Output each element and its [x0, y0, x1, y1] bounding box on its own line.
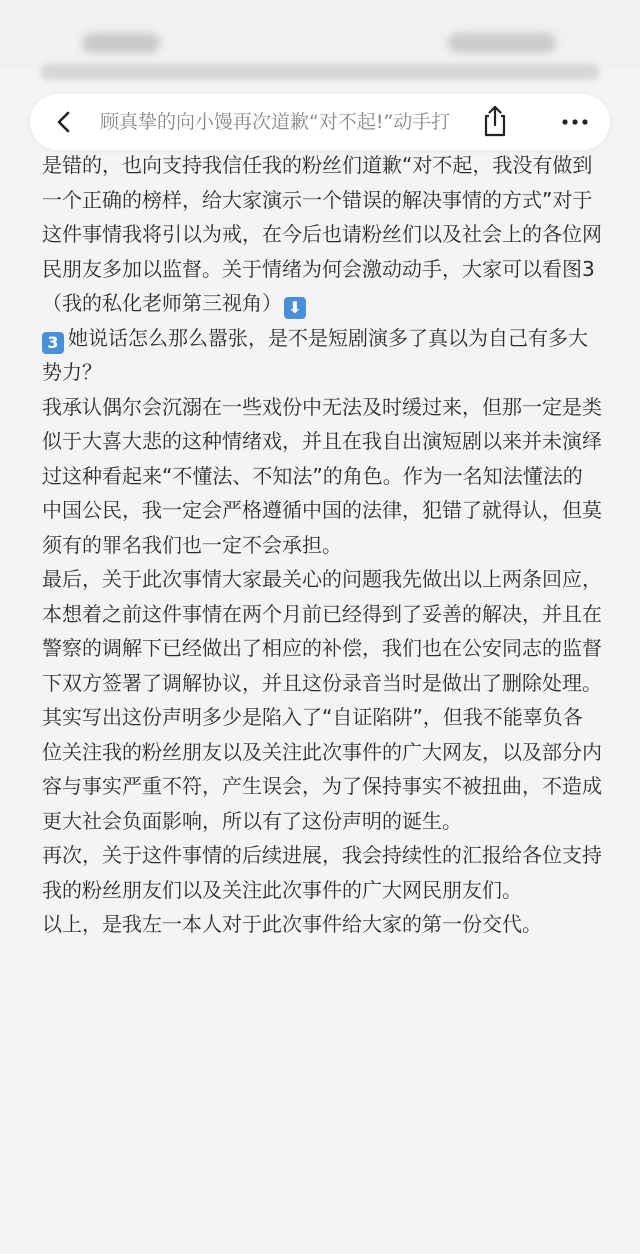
- paragraph-finally: 最后，关于此次事情大家最关心的问题我先做出以上两条回应，本想着之前这件事情在两个月前已经得到了妥善的解决，并且在警察的调解下已经做出了相应的补偿，我们也在公安同志的监督下双方签署了调解协议，并且这份录音当时是做出了删除处理。其实写出这份声明多少是陷入了“自证陷阱”，但我不能辜负各位关注我的粉丝朋友以及关注此次事件的广大网友，以及部分内容与事实严重不符，产生误会，为了保持事实不被扭曲，不造成更大社会负面影响，所以有了这份声明的诞生。: [42, 567, 602, 833]
- share-icon[interactable]: [480, 104, 510, 138]
- navigation-bar: [30, 94, 610, 150]
- chevron-left-icon[interactable]: [50, 108, 78, 136]
- down-arrow-icon: ⬇: [284, 297, 306, 319]
- paragraph-conclusion: 以上，是我左一本人对于此次事件给大家的第一份交代。: [42, 912, 542, 936]
- paragraph-next-steps: 再次，关于这件事情的后续进展，我会持续性的汇报给各位支持我的粉丝朋友们以及关注此次事件的广大网民朋友们。: [42, 843, 602, 902]
- paragraph-acting-response: 我承认偶尔会沉溺在一些戏份中无法及时缓过来，但那一定是类似于大喜大悲的这种情绪戏，并且在我自出演短剧以来并未演绎过这种看起来“不懂法、不知法”的角色。作为一名知法懂法的中国公民，我一定会严格遵循中国的法律，犯错了就得认，但莫须有的罪名我们也一定不会承担。: [42, 394, 602, 557]
- nav-title: 顾真挚的向小馒再次道歉“对不起!”动手打: [100, 111, 451, 133]
- blurred-status-left: [82, 33, 160, 53]
- blurred-text-line: [40, 64, 600, 80]
- paragraph-apology: [42, 148, 602, 321]
- blurred-status-right: [448, 33, 556, 53]
- more-horizontal-icon[interactable]: [560, 112, 590, 132]
- paragraph-question-3-text: 她说话怎么那么嚣张，是不是短剧演多了真以为自己有多大势力？: [42, 325, 588, 384]
- keycap-3-icon: 3: [42, 332, 64, 354]
- paragraph-question-3: [42, 321, 602, 390]
- paragraph-apology-text: 是错的，也向支持我信任我的粉丝们道歉“对不起，我没有做到一个正确的榜样，给大家演示一个错误的解决事情的方式”对于这件事情我将引以为戒，在今后也请粉丝们以及社会上的各位网民朋友多加以监督。关于情绪为何会激动动手，大家可以看图3（我的私化老师第三视角）: [42, 153, 602, 315]
- article-body: [42, 148, 602, 942]
- status-bar: [0, 0, 640, 70]
